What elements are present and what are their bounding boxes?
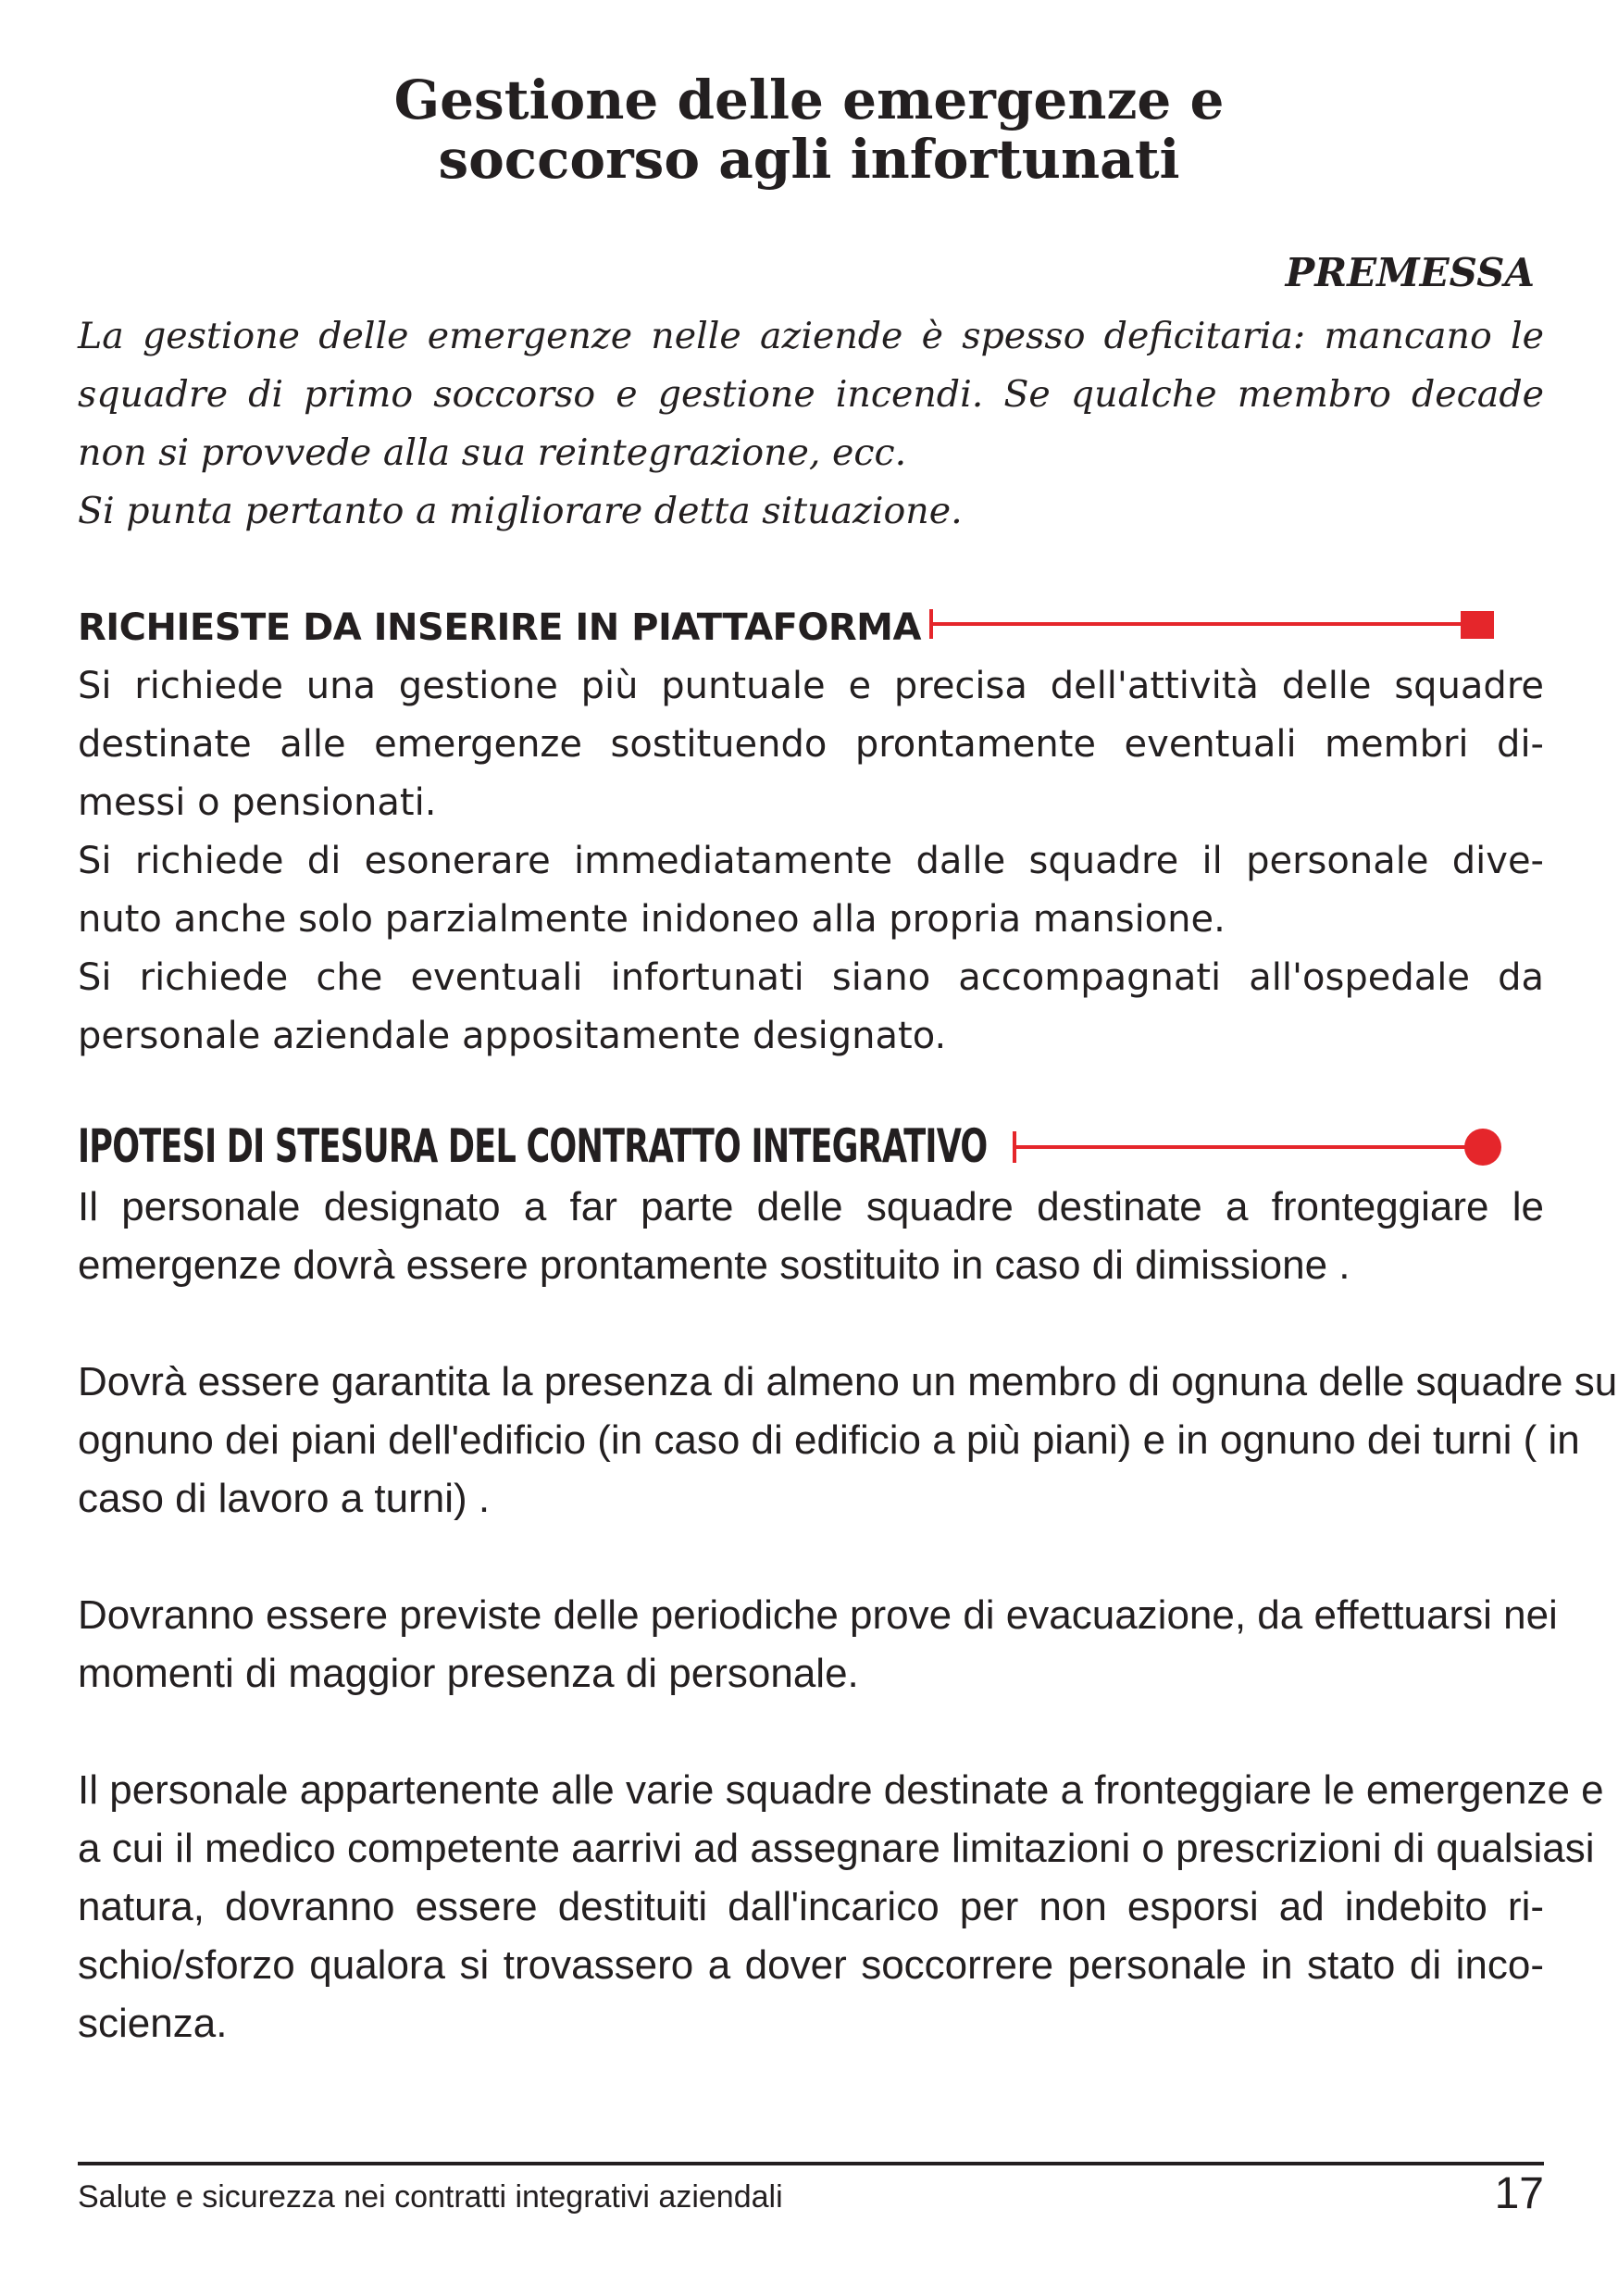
ipotesi-line: caso di lavoro a turni) .	[78, 1476, 491, 1521]
richieste-line: nuto anche solo parzialmente inidoneo alla propria mansione.	[78, 898, 1226, 941]
ipotesi-line: momenti di maggior presenza di personale.	[78, 1651, 859, 1696]
page-title-line-1: Gestione delle emergenze e	[393, 69, 1225, 131]
ipotesi-line: scienza.	[78, 2001, 228, 2046]
premessa-line: Si punta pertanto a migliorare detta situazione.	[78, 490, 963, 532]
page-title-line-2: soccorso agli infortunati	[438, 128, 1180, 191]
richieste-heading: RICHIESTE DA INSERIRE IN PIATTAFORMA	[78, 606, 921, 649]
premessa-line: La gestione delle emergenze nelle aziende è spesso deficitaria: mancano le	[78, 315, 1544, 357]
richieste-line: messi o pensionati.	[78, 781, 437, 824]
footer-text: Salute e sicurezza nei contratti integrativi aziendali	[78, 2179, 783, 2215]
square-end-rule-icon	[926, 604, 1500, 644]
richieste-line: destinate alle emergenze sostituendo prontamente eventuali membri di-	[78, 723, 1544, 766]
ipotesi-heading: IPOTESI DI STESURA DEL CONTRATTO INTEGRATIVO	[78, 1119, 988, 1173]
ipotesi-line: emergenze dovrà essere prontamente sostituito in caso di dimissione .	[78, 1242, 1350, 1288]
ipotesi-line: Dovranno essere previste delle periodiche prove di evacuazione, da effettuarsi nei	[78, 1592, 1558, 1638]
richieste-line: Si richiede una gestione più puntuale e precisa dell'attività delle squadre	[78, 665, 1544, 707]
richieste-line: personale aziendale appositamente designato.	[78, 1015, 947, 1057]
premessa-line: non si provvede alla sua reintegrazione, ecc.	[78, 431, 907, 474]
ipotesi-line: natura, dovranno essere destituiti dall'incarico per non esporsi ad indebito ri-	[78, 1884, 1544, 1929]
richieste-line: Si richiede di esonerare immediatamente dalle squadre il personale dive-	[78, 840, 1544, 882]
ipotesi-line: Il personale appartenente alle varie squadre destinate a fronteggiare le emergenze e	[78, 1767, 1604, 1813]
ipotesi-line: Il personale designato a far parte delle squadre destinate a fronteggiare le	[78, 1184, 1544, 1229]
richieste-line: Si richiede che eventuali infortunati siano accompagnati all'ospedale da	[78, 956, 1544, 999]
premessa-line: squadre di primo soccorso e gestione incendi. Se qualche membro decade	[78, 373, 1544, 416]
dot-end-rule-icon	[1009, 1126, 1509, 1168]
page-number: 17	[1494, 2169, 1544, 2218]
footer-divider	[78, 2162, 1544, 2165]
premessa-heading: PREMESSA	[1285, 250, 1535, 295]
ipotesi-line: ognuno dei piani dell'edificio (in caso di edificio a più piani) e in ognuno dei turni ( in	[78, 1417, 1580, 1463]
ipotesi-line: schio/sforzo qualora si trovassero a dover soccorrere personale in stato di inco-	[78, 1942, 1544, 1988]
ipotesi-line: a cui il medico competente aarrivi ad assegnare limitazioni o prescrizioni di qualsiasi	[78, 1826, 1595, 1871]
ipotesi-line: Dovrà essere garantita la presenza di almeno un membro di ognuna delle squadre su	[78, 1359, 1618, 1404]
